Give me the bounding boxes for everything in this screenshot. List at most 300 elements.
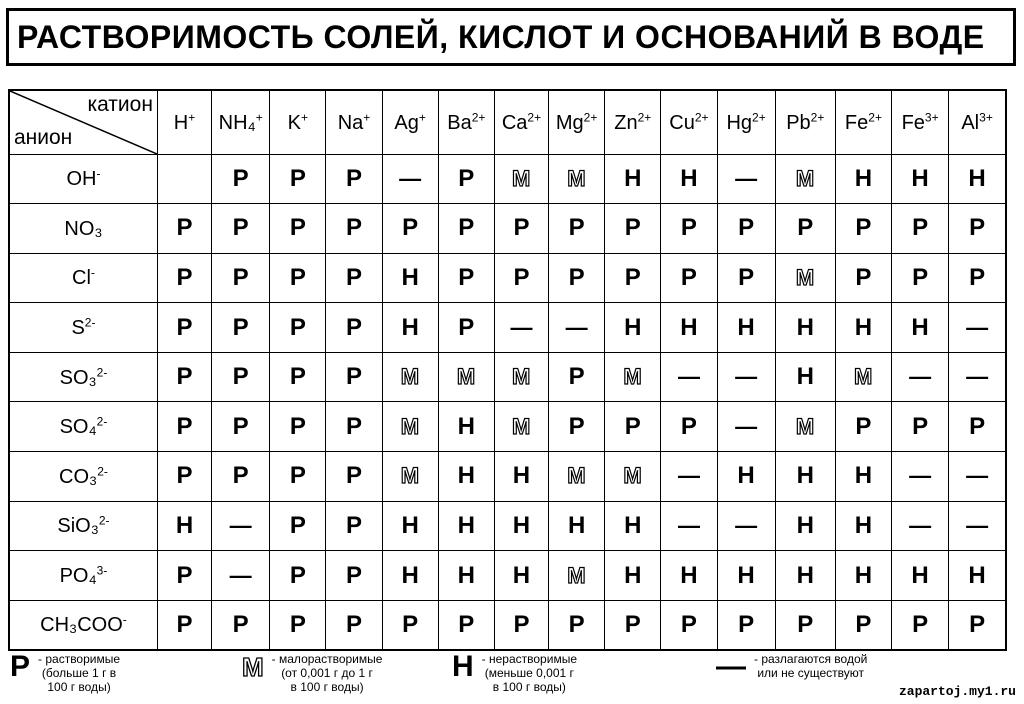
legend-item [716, 652, 867, 682]
ion-formula: OH [66, 168, 97, 191]
solubility-cell [835, 501, 891, 551]
solubility-cell [949, 600, 1006, 650]
soluble-mark: Р [345, 164, 362, 192]
decomposes-mark: — [966, 512, 989, 538]
ion-formula: NH₄ [218, 111, 256, 134]
table-row [9, 154, 1006, 204]
decomposes-mark: — [677, 463, 700, 489]
solubility-cell [212, 352, 270, 402]
solubility-cell [835, 600, 891, 650]
ion-formula: Cu [669, 111, 695, 134]
solubility-cell [549, 551, 605, 601]
solubility-cell [549, 501, 605, 551]
table-row [9, 253, 1006, 303]
solubility-cell [661, 402, 717, 452]
slightly-soluble-mark: М [512, 364, 531, 390]
solubility-cell [212, 253, 270, 303]
solubility-cell [494, 204, 548, 254]
insoluble-mark: Н [624, 164, 642, 192]
decomposes-mark: — [966, 463, 989, 489]
legend-line: - разлагаются водой [754, 652, 868, 666]
watermark: zapartoj.my1.ru [898, 684, 1016, 699]
solubility-cell [949, 551, 1006, 601]
insoluble-mark: Н [680, 164, 698, 192]
decomposes-mark: — [229, 562, 252, 588]
soluble-mark: Р [624, 263, 641, 291]
ion-charge: 2+ [471, 109, 486, 124]
solubility-cell [892, 352, 949, 402]
cation-label [726, 109, 766, 134]
table-row [9, 452, 1006, 502]
soluble-mark: Р [680, 263, 697, 291]
insoluble-mark: Н [854, 164, 873, 192]
solubility-cell [717, 253, 775, 303]
soluble-mark: Р [855, 214, 872, 242]
cation-label [287, 109, 309, 134]
solubility-cell [157, 501, 211, 551]
ion-charge: + [363, 109, 371, 124]
ion-formula: Na [337, 111, 364, 134]
solubility-cell [892, 600, 949, 650]
solubility-cell [892, 303, 949, 353]
solubility-cell [835, 204, 891, 254]
solubility-cell [549, 402, 605, 452]
slightly-soluble-mark: М [567, 562, 587, 588]
decomposes-mark: — [909, 364, 932, 390]
ion-charge: 2- [84, 315, 96, 330]
legend-description [272, 652, 383, 694]
solubility-cell [157, 204, 211, 254]
solubility-cell [949, 352, 1006, 402]
solubility-cell [661, 352, 717, 402]
ion-charge: 2+ [752, 109, 766, 124]
slightly-soluble-mark: М [400, 364, 420, 390]
solubility-cell [835, 551, 891, 601]
anion-label [59, 364, 108, 389]
anion-header [9, 452, 157, 502]
solubility-cell [270, 501, 326, 551]
anion-header [9, 600, 157, 650]
slightly-soluble-mark: М [567, 165, 587, 191]
decomposes-mark: — [510, 314, 533, 340]
ion-formula: Ba [447, 111, 472, 134]
soluble-mark: Р [912, 610, 929, 638]
solubility-cell [438, 452, 494, 502]
decomposes-mark: — [909, 463, 932, 489]
solubility-cell [605, 452, 661, 502]
soluble-mark: Р [232, 164, 249, 192]
soluble-mark: Р [232, 610, 249, 638]
solubility-cell [605, 253, 661, 303]
solubility-cell [661, 303, 717, 353]
soluble-mark: Р [176, 412, 193, 440]
soluble-mark: Р [289, 412, 306, 440]
anion-label [40, 614, 127, 636]
decomposes-mark: — [735, 512, 758, 538]
ion-charge: 2- [97, 464, 108, 479]
ion-charge: 2+ [527, 109, 542, 124]
solubility-cell [661, 501, 717, 551]
ion-charge: + [418, 109, 426, 124]
solubility-cell [157, 452, 211, 502]
cation-label [844, 109, 882, 134]
ion-charge: 3- [96, 563, 108, 578]
solubility-cell [835, 303, 891, 353]
solubility-cell [892, 402, 949, 452]
legend-description [482, 652, 577, 694]
soluble-mark: Р [289, 561, 306, 589]
slightly-soluble-mark: М [795, 413, 815, 439]
solubility-cell [212, 303, 270, 353]
solubility-cell [949, 501, 1006, 551]
soluble-mark: Р [345, 511, 362, 539]
ion-formula: SO₃ [59, 366, 97, 389]
soluble-mark: Р [176, 561, 193, 589]
soluble-mark: Р [855, 263, 872, 291]
solubility-cell [775, 303, 835, 353]
solubility-cell [949, 253, 1006, 303]
slightly-soluble-mark: М [567, 463, 587, 489]
solubility-cell [157, 154, 211, 204]
solubility-cell [494, 402, 548, 452]
insoluble-mark: Н [401, 263, 419, 291]
cation-header [892, 90, 949, 154]
ion-formula: Zn [614, 111, 638, 134]
solubility-cell [835, 154, 891, 204]
legend-line: или не существуют [757, 666, 864, 680]
solubility-cell [326, 204, 382, 254]
legend-symbol: М [242, 652, 264, 682]
solubility-cell [212, 204, 270, 254]
solubility-cell [549, 204, 605, 254]
anion-header [9, 352, 157, 402]
cation-label [669, 109, 709, 134]
solubility-cell [717, 551, 775, 601]
legend-symbol: Н [452, 650, 474, 683]
solubility-cell [605, 303, 661, 353]
solubility-cell [549, 600, 605, 650]
slightly-soluble-mark: М [512, 413, 531, 439]
solubility-cell [835, 352, 891, 402]
solubility-cell [661, 154, 717, 204]
solubility-cell [438, 303, 494, 353]
solubility-cell [157, 253, 211, 303]
solubility-cell [775, 352, 835, 402]
anion-header [9, 253, 157, 303]
soluble-mark: Р [624, 412, 641, 440]
anion-label [64, 218, 102, 240]
ion-formula: Ag [394, 111, 419, 134]
solubility-cell [661, 452, 717, 502]
ion-formula: Ca [501, 111, 528, 134]
soluble-mark: Р [624, 610, 641, 638]
solubility-cell [775, 452, 835, 502]
cation-label [218, 109, 263, 134]
decomposes-mark: — [229, 512, 252, 538]
ion-formula: Mg [555, 111, 584, 134]
ion-formula: S [71, 316, 85, 339]
soluble-mark: Р [797, 610, 814, 638]
insoluble-mark: Н [854, 313, 873, 341]
ion-charge: 2+ [637, 109, 652, 124]
soluble-mark: Р [232, 214, 249, 242]
solubility-cell [549, 154, 605, 204]
soluble-mark: Р [969, 412, 986, 440]
soluble-mark: Р [680, 412, 697, 440]
soluble-mark: Р [345, 263, 362, 291]
solubility-cell [892, 551, 949, 601]
decomposes-mark: — [677, 512, 700, 538]
solubility-cell [549, 303, 605, 353]
ion-charge: - [122, 612, 127, 627]
solubility-cell [717, 303, 775, 353]
soluble-mark: Р [176, 462, 193, 490]
ion-formula: CO₃ [59, 465, 98, 488]
cation-label [394, 109, 426, 134]
ion-formula: K [287, 111, 301, 134]
solubility-cell [212, 501, 270, 551]
soluble-mark: Р [289, 214, 306, 242]
insoluble-mark: Н [911, 164, 929, 192]
solubility-cell [382, 352, 438, 402]
solubility-cell [717, 154, 775, 204]
ion-formula: Fe [901, 111, 925, 134]
soluble-mark: Р [176, 214, 193, 242]
legend-line: в 100 г воды) [492, 680, 566, 694]
soluble-mark: Р [402, 610, 419, 638]
soluble-mark: Р [458, 263, 475, 291]
soluble-mark: Р [289, 511, 306, 539]
soluble-mark: Р [345, 462, 362, 490]
slightly-soluble-mark: М [512, 165, 531, 191]
insoluble-mark: Н [737, 313, 755, 341]
ion-formula: Hg [726, 111, 753, 134]
cation-label [961, 109, 993, 134]
insoluble-mark: Н [854, 561, 873, 589]
soluble-mark: Р [513, 610, 530, 638]
soluble-mark: Р [969, 610, 986, 638]
insoluble-mark: Н [457, 511, 475, 539]
soluble-mark: Р [568, 412, 585, 440]
solubility-cell [157, 303, 211, 353]
soluble-mark: Р [912, 412, 929, 440]
anion-axis-label: анион [14, 125, 73, 149]
decomposes-mark: — [735, 413, 758, 439]
ion-formula: PO₄ [59, 564, 97, 587]
solubility-cell [494, 501, 548, 551]
soluble-mark: Р [176, 363, 193, 391]
cation-header [438, 90, 494, 154]
solubility-cell [949, 154, 1006, 204]
insoluble-mark: Н [512, 462, 531, 490]
insoluble-mark: Н [401, 561, 419, 589]
title-box [6, 8, 1016, 66]
insoluble-mark: Н [567, 511, 586, 539]
ion-formula: Al [961, 111, 980, 134]
solubility-cell [382, 452, 438, 502]
insoluble-mark: Н [854, 462, 873, 490]
cation-header [717, 90, 775, 154]
anion-header [9, 551, 157, 601]
solubility-cell [438, 204, 494, 254]
solubility-cell [326, 501, 382, 551]
insoluble-mark: Н [624, 313, 642, 341]
cation-header [605, 90, 661, 154]
solubility-cell [212, 600, 270, 650]
soluble-mark: Р [458, 313, 475, 341]
solubility-cell [892, 452, 949, 502]
insoluble-mark: Н [796, 561, 814, 589]
solubility-cell [717, 352, 775, 402]
legend-description [754, 652, 867, 680]
cation-header [326, 90, 382, 154]
insoluble-mark: Н [624, 511, 642, 539]
legend-line: - малорастворимые [271, 652, 383, 666]
slightly-soluble-mark: М [623, 364, 643, 390]
legend-line: - растворимые [38, 652, 121, 666]
soluble-mark: Р [624, 214, 641, 242]
soluble-mark: Р [176, 263, 193, 291]
cation-header [775, 90, 835, 154]
soluble-mark: Р [513, 263, 530, 291]
solubility-cell [494, 154, 548, 204]
solubility-cell [494, 253, 548, 303]
insoluble-mark: Н [512, 511, 531, 539]
soluble-mark: Р [738, 214, 755, 242]
soluble-mark: Р [738, 610, 755, 638]
insoluble-mark: Н [854, 511, 873, 539]
ion-charge: 3+ [979, 109, 993, 124]
solubility-cell [949, 303, 1006, 353]
ion-charge: + [301, 109, 309, 124]
soluble-mark: Р [232, 363, 249, 391]
ion-formula: SiO₃ [57, 515, 99, 538]
solubility-cell [835, 402, 891, 452]
soluble-mark: Р [568, 214, 585, 242]
ion-charge: - [96, 166, 101, 181]
solubility-cell [661, 600, 717, 650]
solubility-cell [775, 402, 835, 452]
cation-header [494, 90, 548, 154]
solubility-cell [157, 600, 211, 650]
legend-line: - нерастворимые [481, 652, 577, 666]
insoluble-mark: Н [737, 561, 755, 589]
solubility-cell [494, 551, 548, 601]
soluble-mark: Р [232, 412, 249, 440]
solubility-cell [326, 154, 382, 204]
legend-line: 100 г воды) [47, 680, 111, 694]
cation-label [901, 109, 939, 134]
cation-label [447, 109, 486, 134]
ion-charge: 2- [98, 513, 110, 528]
legend-item [452, 652, 577, 694]
solubility-cell [438, 402, 494, 452]
solubility-cell [326, 352, 382, 402]
solubility-cell [775, 600, 835, 650]
solubility-cell [382, 600, 438, 650]
anion-label [72, 267, 95, 289]
ion-formula: H [173, 111, 189, 134]
cation-header [157, 90, 211, 154]
ion-charge: 2+ [694, 109, 709, 124]
slightly-soluble-mark: М [623, 463, 643, 489]
cation-label [337, 109, 371, 134]
insoluble-mark: Н [737, 462, 755, 490]
solubility-cell [494, 352, 548, 402]
soluble-mark: Р [969, 263, 986, 291]
soluble-mark: Р [289, 164, 306, 192]
slightly-soluble-mark: М [400, 463, 420, 489]
decomposes-mark: — [677, 364, 700, 390]
slightly-soluble-mark: М [400, 413, 420, 439]
insoluble-mark: Н [401, 511, 419, 539]
solubility-cell [835, 253, 891, 303]
table-row [9, 501, 1006, 551]
solubility-cell [549, 452, 605, 502]
cation-label [173, 109, 196, 134]
solubility-cell [270, 352, 326, 402]
insoluble-mark: Н [457, 462, 475, 490]
ion-charge: 2+ [868, 109, 882, 124]
page-title: РАСТВОРИМОСТЬ СОЛЕЙ, КИСЛОТ И ОСНОВАНИЙ В ВОДЕ [17, 18, 985, 55]
anion-label [60, 565, 108, 587]
soluble-mark: Р [176, 610, 193, 638]
soluble-mark: Р [969, 214, 986, 242]
insoluble-mark: Н [968, 164, 986, 192]
solubility-cell [157, 551, 211, 601]
legend-line: (меньше 0,001 г [484, 666, 574, 680]
ion-charge: 2+ [583, 109, 598, 124]
solubility-cell [494, 452, 548, 502]
decomposes-mark: — [966, 364, 989, 390]
legend-symbol: — [716, 650, 746, 683]
solubility-cell [157, 402, 211, 452]
solubility-cell [892, 154, 949, 204]
ion-formula: Pb [786, 111, 811, 134]
solubility-cell [212, 551, 270, 601]
solubility-cell [212, 452, 270, 502]
solubility-cell [326, 551, 382, 601]
ion-charge: 2- [96, 364, 108, 379]
soluble-mark: Р [289, 313, 306, 341]
cation-header [549, 90, 605, 154]
solubility-cell [494, 600, 548, 650]
solubility-cell [270, 452, 326, 502]
soluble-mark: Р [568, 363, 585, 391]
solubility-cell [717, 204, 775, 254]
table-row [9, 204, 1006, 254]
ion-formula: CH₃COO [40, 614, 123, 637]
ion-charge: + [188, 109, 196, 124]
solubility-cell [775, 551, 835, 601]
legend-line: (больше 1 г в [41, 666, 117, 680]
soluble-mark: Р [855, 412, 872, 440]
solubility-cell [212, 402, 270, 452]
soluble-mark: Р [232, 462, 249, 490]
soluble-mark: Р [345, 313, 362, 341]
insoluble-mark: Н [796, 462, 814, 490]
anion-header [9, 204, 157, 254]
insoluble-mark: Н [911, 561, 929, 589]
soluble-mark: Р [176, 313, 193, 341]
insoluble-mark: Н [401, 313, 419, 341]
solubility-cell [549, 253, 605, 303]
solubility-cell [717, 402, 775, 452]
corner-cell [9, 90, 157, 154]
table-row [9, 303, 1006, 353]
soluble-mark: Р [513, 214, 530, 242]
soluble-mark: Р [289, 263, 306, 291]
